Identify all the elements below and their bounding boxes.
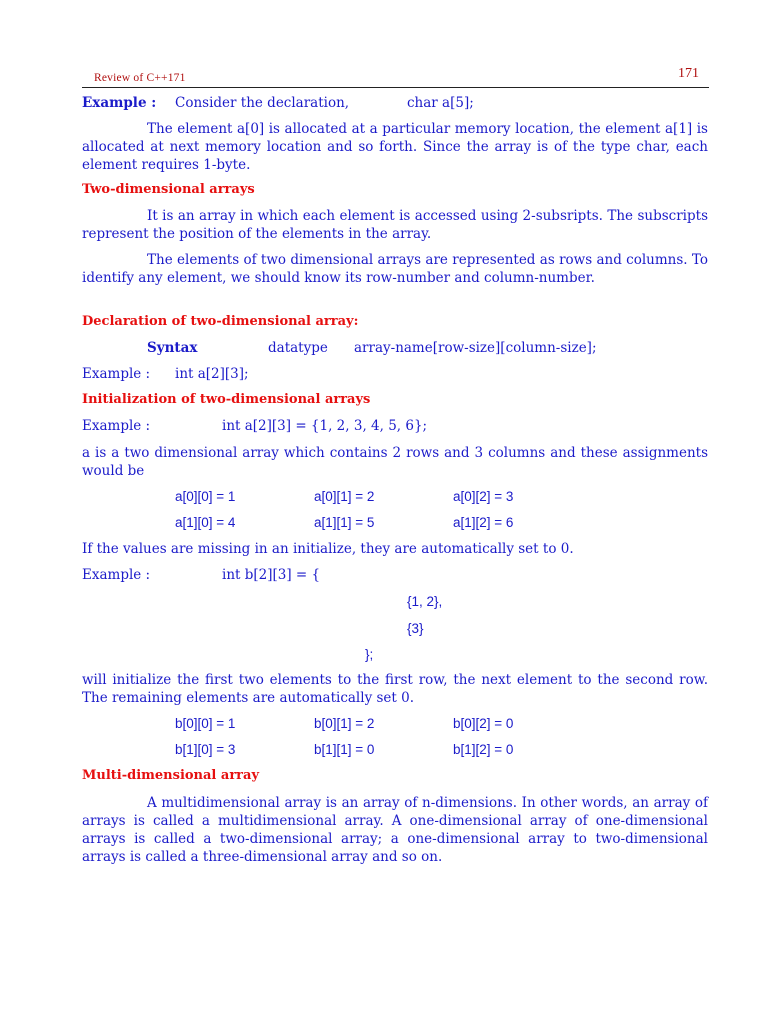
example-code: int b[2][3] = { [222, 567, 321, 583]
initializer-close: }; [365, 647, 374, 662]
heading-multi-dimensional: Multi-dimensional array [82, 768, 259, 783]
paragraph-multidimensional: A multidimensional array is an array of n-dimensions. In other words, an array of arrays is called a multidimensional array. A one-dimensional array of one-dimensional arrays is called a two-dimensional array; a one-dimensional array to two-dimensional arrays is called a three-dimensional array and so on. [82, 795, 708, 865]
element-value: b[0][1] = 2 [314, 716, 375, 731]
syntax-form: array-name[row-size][column-size]; [354, 340, 597, 356]
example-label: Example : [82, 418, 151, 434]
element-value: a[0][2] = 3 [453, 489, 514, 504]
example-label: Example : [82, 366, 151, 382]
example-label: Example : [82, 567, 151, 583]
heading-initialization: Initialization of two-dimensional arrays [82, 392, 371, 407]
running-title: Review of C++171 [94, 72, 186, 84]
declaration-intro: Consider the declaration, [175, 95, 350, 111]
paragraph-missing-values: If the values are missing in an initialize, they are automatically set to 0. [82, 541, 574, 557]
example-code: int a[2][3] = {1, 2, 3, 4, 5, 6}; [222, 418, 428, 434]
declaration-code: char a[5]; [407, 95, 474, 111]
element-value: a[1][2] = 6 [453, 515, 514, 530]
paragraph-two-rows: a is a two dimensional array which contains 2 rows and 3 columns and these assignments would be [82, 445, 708, 479]
paragraph-two-dim-definition: It is an array in which each element is accessed using 2-subsripts. The subscripts represent the position of the elements in the array. [82, 208, 708, 242]
element-value: b[1][1] = 0 [314, 742, 375, 757]
element-value: b[0][2] = 0 [453, 716, 514, 731]
example-label: Example : [82, 95, 157, 111]
element-value: b[0][0] = 1 [175, 716, 236, 731]
element-value: a[0][0] = 1 [175, 489, 236, 504]
heading-two-dimensional-arrays: Two-dimensional arrays [82, 182, 255, 197]
example-code: int a[2][3]; [175, 366, 249, 382]
paragraph-initialize-first-row: will initialize the first two elements to the first row, the next element to the second row. The remaining elements are automatically set 0. [82, 672, 708, 706]
element-value: b[1][2] = 0 [453, 742, 514, 757]
paragraph-rows-columns: The elements of two dimensional arrays are represented as rows and columns. To identify any element, we should know its row-number and column-number. [82, 252, 708, 286]
syntax-label: Syntax [147, 340, 198, 356]
initializer-row-2: {3} [407, 621, 424, 636]
page-number: 171 [678, 66, 699, 81]
header-rule [82, 87, 709, 88]
element-value: a[1][0] = 4 [175, 515, 236, 530]
element-value: b[1][0] = 3 [175, 742, 236, 757]
syntax-datatype: datatype [268, 340, 328, 356]
paragraph-element-allocation: The element a[0] is allocated at a particular memory location, the element a[1] is allocated at next memory location and so forth. Since the array is of the type char, each element requires 1-byte. [82, 121, 708, 173]
element-value: a[1][1] = 5 [314, 515, 375, 530]
heading-declaration: Declaration of two-dimensional array: [82, 314, 359, 329]
initializer-row-1: {1, 2}, [407, 594, 443, 609]
element-value: a[0][1] = 2 [314, 489, 375, 504]
